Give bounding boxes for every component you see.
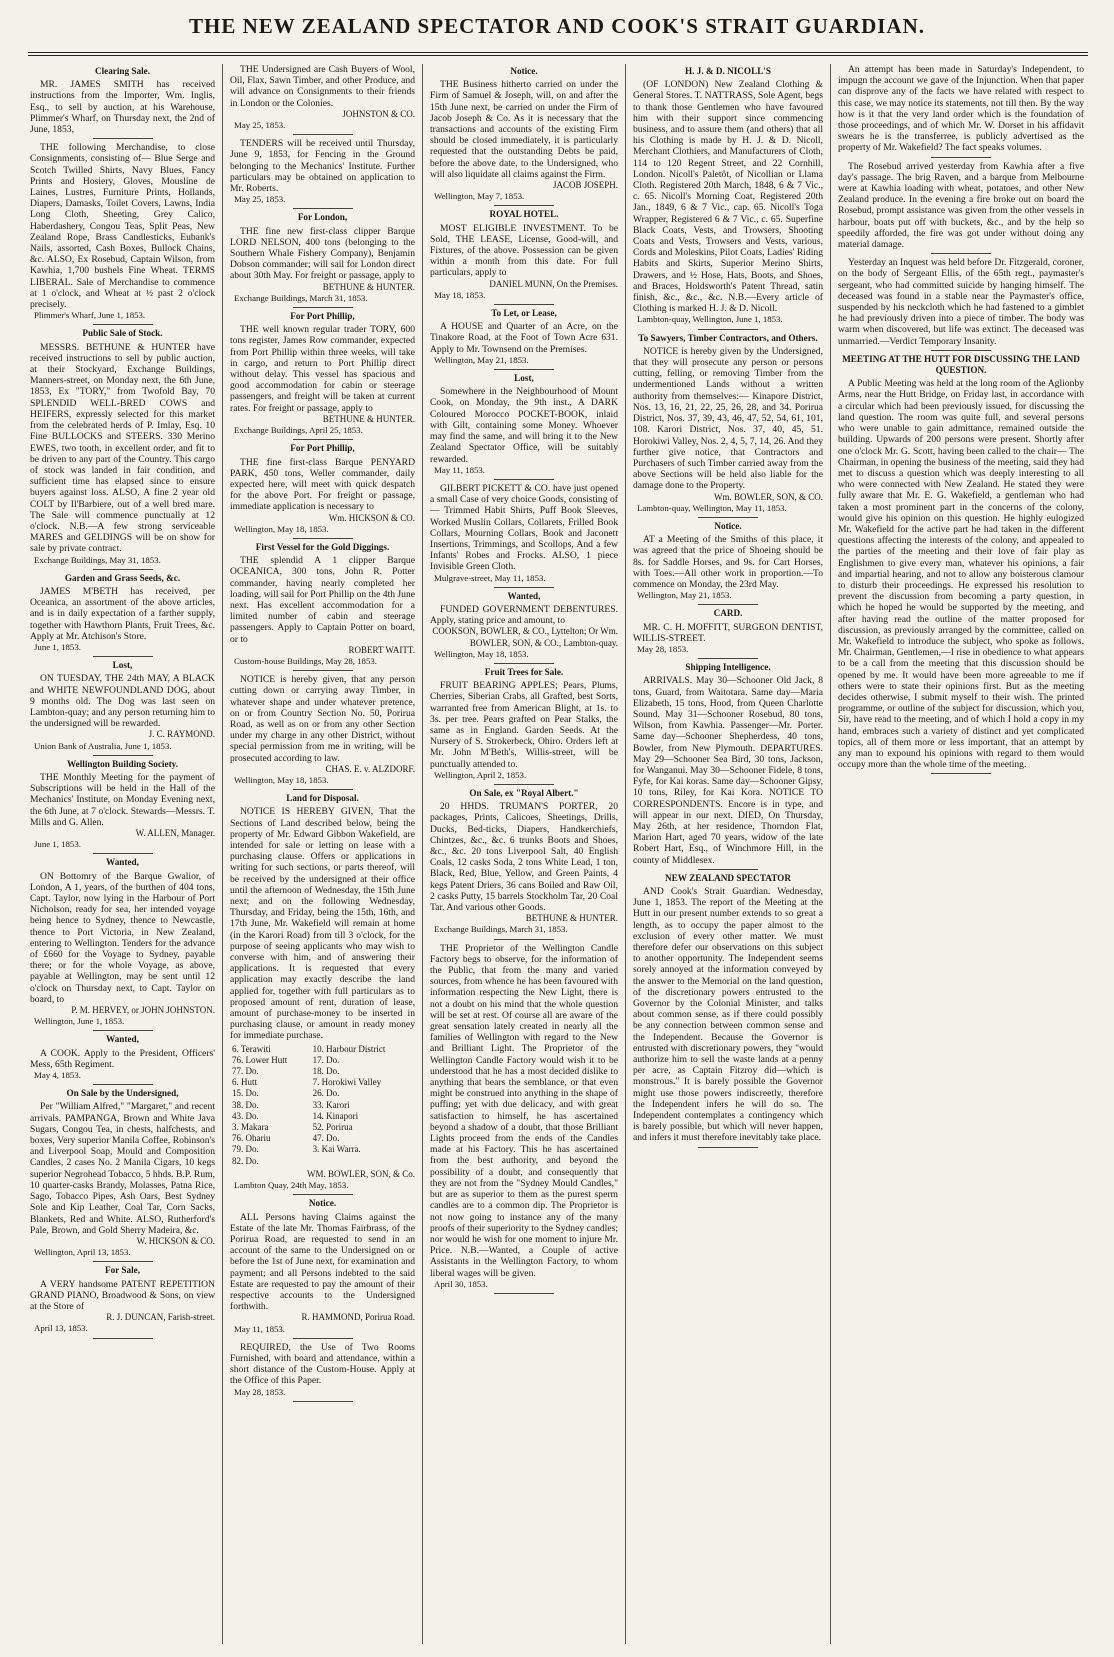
- ad-heading: First Vessel for the Gold Diggings.: [255, 541, 390, 552]
- ad-body: MR. C. H. MOFFITT, SURGEON DENTIST, WILLIS-STREET.: [633, 621, 823, 644]
- ad-body: TENDERS will be received until Thursday, June 9, 1853, for Fencing in the Ground belonging to the Mechanics' Institute. Further particulars may be obtained on application to Mr. Roberts.: [230, 138, 415, 195]
- ad-date: May 25, 1853.: [234, 120, 286, 131]
- ad-body: ON Bottomry of the Barque Gwalior, of London, A 1, years, of the burthen of 404 tons, Capt. Taylor, now lying in the Harbour of Port Nicholson, ready for sea, her intended voyage being hence to Sydney, thence to Newcastle, thence to Port Victoria, in New Zealand, entering to Wellington. Tenders for the advance of £660 for the Voyage to Sydney, payable there; or for the whole Voyage, as above, payable at Wellington, may be sent until 12 o'clock on Thursday next, to Capt. Taylor on board, to: [30, 870, 215, 1005]
- ad-signature: CHAS. E. v. ALZDORF.: [325, 763, 415, 774]
- ad-separator: [494, 784, 554, 785]
- ad-body: MR. JAMES SMITH has received instructions from the Importer, Wm. Inglis, Esq., to sell by auction, at his Warehouse, Plimmer's Wharf, on Thursday next, the 2nd of June, 1853,: [30, 79, 215, 136]
- ad-body: REQUIRED, the Use of Two Rooms Furnished, with board and attendance, within a short distance of the Custom-House. Apply at the Office of this Paper.: [230, 1341, 415, 1387]
- column-divider: [830, 64, 831, 1644]
- table-cell: 6. Hutt: [232, 1077, 258, 1088]
- advertisement: [430, 943, 618, 1290]
- ad-separator: [931, 773, 991, 774]
- ad-signature: Wm. HICKSON & CO.: [328, 512, 415, 523]
- ad-separator: [698, 604, 758, 605]
- table-cell: 38. Do.: [232, 1099, 259, 1110]
- ad-body: AT a Meeting of the Smiths of this place, it was agreed that the price of Shoeing should be 8s. for Saddle Horses, and 9s. for Cart Horses, with Toes.—All other work in proportion.—To commence on Monday, the 23rd May.: [633, 534, 823, 590]
- ad-separator: [494, 663, 554, 664]
- ad-date: Mulgrave-street, May 11, 1853.: [434, 572, 546, 583]
- ad-separator: [698, 329, 758, 330]
- ad-date: May 11, 1853.: [234, 1323, 285, 1334]
- advertisement: [430, 591, 618, 660]
- ad-separator: [698, 517, 758, 518]
- masthead-rule-2: [28, 55, 1088, 56]
- ad-separator: [93, 656, 153, 657]
- table-cell: 76. Lower Hutt: [232, 1054, 288, 1065]
- ad-signature: JOHNSTON & CO.: [342, 108, 415, 119]
- ad-body: ON TUESDAY, THE 24th MAY, A BLACK and WHITE NEWFOUNDLAND DOG, about 9 months old. The Dog was last seen on Lambton-quay; and any person returning him to the undersigned will be rewarded.: [30, 673, 215, 730]
- ad-separator: [93, 1084, 153, 1085]
- column-divider: [222, 64, 223, 1644]
- ad-separator: [293, 538, 353, 539]
- ad-separator: [93, 138, 153, 139]
- ad-body: THE fine new first-class clipper Barque LORD NELSON, 400 tons (belonging to the Southern Whale Fishery Company), Benjamin Dobson commander; will sail for London direct about 30th May. For freight or passage, apply to: [230, 225, 415, 282]
- table-cell: 82. Do.: [232, 1155, 259, 1166]
- ad-date: Wellington, May 18, 1853.: [434, 648, 529, 659]
- ad-heading: Notice.: [308, 1198, 337, 1209]
- advertisement: [230, 542, 415, 667]
- ad-heading: Lost,: [112, 660, 133, 671]
- ad-heading: Wanted,: [106, 857, 139, 868]
- ad-separator: [93, 755, 153, 756]
- advertisement: [230, 311, 415, 436]
- ad-separator: [494, 304, 554, 305]
- ad-heading: To Sawyers, Timber Contractors, and Others.: [638, 332, 818, 343]
- ad-signature: DANIEL MUNN, On the Premises.: [489, 278, 618, 289]
- ad-signature: WM. BOWLER, SON, & Co.: [307, 1168, 415, 1179]
- ad-heading: For Port Phillip,: [290, 311, 355, 322]
- ad-heading: Notice.: [510, 66, 538, 76]
- ad-separator: [293, 1338, 353, 1339]
- ad-signature: BETHUNE & HUNTER.: [322, 281, 415, 292]
- table-cell: 3. Kai Warra.: [312, 1144, 361, 1155]
- ad-body: FUNDED GOVERNMENT DEBENTURES. Apply, stating price and amount, to: [430, 603, 618, 627]
- column-3: [430, 64, 618, 1644]
- ad-heading: Land for Disposal.: [286, 793, 359, 804]
- advertisement: [30, 573, 215, 653]
- ad-separator: [494, 939, 554, 940]
- advertisement: [430, 788, 618, 936]
- advertisement: [30, 759, 215, 851]
- advertisement: [430, 373, 618, 476]
- ad-heading: ROYAL HOTEL.: [489, 209, 559, 220]
- ad-date: Wellington, April 2, 1853.: [434, 769, 527, 780]
- advertisement: [838, 354, 1084, 771]
- advertisement: [30, 857, 215, 1027]
- ad-separator: [293, 789, 353, 790]
- ad-separator: [93, 853, 153, 854]
- advertisement: [30, 328, 215, 565]
- advertisement: [30, 1034, 215, 1081]
- ad-separator: [494, 205, 554, 206]
- advertisement: [230, 443, 415, 535]
- ad-separator: [698, 1147, 758, 1148]
- ad-date: May 18, 1853.: [434, 289, 486, 300]
- advertisement: [430, 209, 618, 301]
- ad-signature: R. HAMMOND, Porirua Road.: [301, 1312, 415, 1323]
- ad-separator: [93, 1030, 153, 1031]
- ad-date: April 13, 1853.: [34, 1323, 88, 1334]
- ad-signature: P. M. HERVEY, or JOHN JOHNSTON.: [71, 1005, 215, 1016]
- ad-signature: COOKSON, BOWLER, & CO., Lyttelton; Or Wm. BOWLER, SON, & CO., Lambton-quay.: [432, 626, 618, 648]
- advertisement: [230, 64, 415, 131]
- ad-date: Wellington, May 18, 1853.: [234, 774, 329, 785]
- ad-body: A VERY handsome PATENT REPETITION GRAND PIANO, Broadwood & Sons, on view at the Store of: [30, 1278, 215, 1312]
- ad-heading: Fruit Trees for Sale.: [484, 666, 564, 677]
- masthead: THE NEW ZEALAND SPECTATOR AND COOK'S STRAIT GUARDIAN.: [188, 14, 926, 38]
- ad-heading: For Port Phillip,: [290, 443, 355, 454]
- ad-date: May 28, 1853.: [234, 1386, 286, 1397]
- ad-date: May 4, 1853.: [34, 1070, 81, 1081]
- ad-body: ARRIVALS. May 30—Schooner Old Jack, 8 tons, Guard, from Waitotara. Same day—Maria Elizabeth, 15 tons, Hood, from Queen Charlotte Sound. May 31—Schooner Rosebud, 80 tons, Wilson, from Kawhia. Passenger—Mr. Porter. Same day—Schooner Shepherdess, 40 tons, Bowler, from New Plymouth. DEPARTURES. May 29—Schooner Sea Bird, 30 tons, Jackson, for Wanganui. May 30—Schooner Fidele, 8 tons, Fyfe, for Kai koras. Same day—Schooner Gipsy, 10 tons, Riley, for Kai Kora. NOTICE TO CORRESPONDENTS. Encore is in type, and will appear in our next. DIED, On Thursday, May 26th, at her residence, Thorndon Flat, Marion Hart, aged 70 years, widow of the late Robert Hart, Esq., of Winchmore Hill, in the county of Middlesex.: [633, 675, 823, 866]
- advertisement: [633, 66, 823, 326]
- ad-body: The Rosebud arrived yesterday from Kawhia after a five day's passage. The brig Raven, and a barque from Melbourne were at Kawhia loading with wheat, potatoes, and other New Zealand produce. In the evening a fire broke out on board the Rosebud, prompt assistance was given from the other vessels in harbour, boats put off with buckets, &c., and by the help so speedily afforded, the fire was got under without doing any material damage.: [838, 160, 1084, 251]
- ad-date: May 11, 1853.: [434, 464, 485, 475]
- ad-date: Lambton-quay, Wellington, June 1, 1853.: [637, 314, 783, 325]
- ad-separator: [93, 569, 153, 570]
- ad-date: Lambton-quay, Wellington, May 11, 1853.: [637, 502, 787, 513]
- ad-date: Wellington, May 21, 1853.: [637, 590, 732, 601]
- ad-separator: [293, 670, 353, 671]
- ad-signature: W. ALLEN, Manager.: [135, 828, 215, 838]
- ad-heading: For Sale,: [104, 1265, 141, 1276]
- table-cell: 52. Porirua: [312, 1122, 353, 1133]
- ad-heading: CARD.: [713, 608, 743, 619]
- ad-date: Exchange Buildings, May 31, 1853.: [34, 554, 161, 565]
- ad-separator: [931, 157, 991, 158]
- table-cell: [311, 1156, 415, 1167]
- ad-heading: Notice.: [714, 520, 742, 531]
- ad-body: THE Monthly Meeting for the payment of Subscriptions will be held in the Hall of the Mechanics' Institute, on Monday Evening next, the 6th June, at 7 o'clock. Stewards—Messrs. T. Mills and G. Allen.: [30, 771, 215, 828]
- ad-separator: [293, 1401, 353, 1402]
- ad-separator: [293, 1194, 353, 1195]
- advertisement: [838, 257, 1084, 347]
- table-cell: 47. Do.: [312, 1133, 340, 1144]
- sections-table: [230, 1044, 415, 1167]
- table-cell: 3. Makara: [232, 1122, 269, 1133]
- advertisement: [838, 161, 1084, 251]
- table-cell: 33. Karori: [312, 1099, 350, 1110]
- ad-body: THE Business hitherto carried on under the Firm of Samuel & Joseph, will, on and after the 15th June next, be carried on under the Firm of Jacob Joseph & Co. As it is necessary that the transactions and accounts of the existing Firm should be closed immediately, it is particularly requested that the outstanding Debts be paid, before the above date, to the Undersigned, who will also liquidate all claims against the Firm.: [430, 79, 618, 180]
- advertisement: [633, 333, 823, 514]
- ad-signature: J. C. RAYMOND.: [148, 729, 215, 740]
- ad-date: Custom-house Buildings, May 28, 1853.: [234, 655, 377, 666]
- table-cell: 79. Do.: [232, 1144, 259, 1155]
- ad-date: May 25, 1853.: [234, 194, 286, 205]
- ad-signature: R. J. DUNCAN, Farish-street.: [106, 1312, 215, 1323]
- ad-date: Lambton Quay, 24th May, 1853.: [234, 1180, 349, 1191]
- advertisement: [230, 138, 415, 205]
- ad-date: Wellington, May 7, 1853.: [434, 191, 525, 202]
- advertisement: [230, 793, 415, 1191]
- table-cell: 77. Do.: [232, 1066, 259, 1077]
- ad-body: THE Proprietor of the Wellington Candle Factory begs to observe, for the information of the Public, that from the many and varied sources, from whence he has been favoured with information respecting the New Light, there is not a doubt on his mind that the whole question will be set at rest. Of course all are aware of the great sensation lately created in nearly all the families of Wellington with regard to the New and Brilliant Light. The Proprietor of the Wellington Candle Factory would wish it to be understood that he has a most decided dislike to anything that bears the semblance, or that even might be construed into anything in the shape of puffing; yet with due delicacy, and with great satisfaction to himself, he has ascertained beyond a shadow of a doubt, that those Brilliant Lights proceed from the ends of the Candles made at his Factory. This he has ascertained from the best authority, and beyond the possibility of a doubt, and consequently that they are not from the "Sydney Mould Candles," but are as superior to them as the purest sperm candles are to a common dip. The Proprietor is not now going to instance any of the many proofs of their superiority to the Sydney candles; nor would he wish for one moment to injure Mr. Price. N.B.—Wanted, a Couple of active Assistants in the Wellington Factory, to whom liberal wages will be given.: [430, 942, 618, 1279]
- ad-separator: [293, 208, 353, 209]
- ad-date: Exchange Buildings, April 25, 1853.: [234, 425, 363, 436]
- ad-body: ALL Persons having Claims against the Estate of the late Mr. Thomas Fairbrass, of the Porirua Road, are requested to send in an account of the same to the Undersigned on or before the 1st of June next, for examination and payment; and all Persons indebted to the said Estate are requested to pay the amount of their respective accounts to the Undersigned forthwith.: [230, 1211, 415, 1313]
- ad-separator: [293, 439, 353, 440]
- ad-body: NOTICE IS HEREBY GIVEN, That the Sections of Land described below, being the property of Mr. Edward Gibbon Wakefield, are intended for sale or letting on lease with a purchasing clause. Offers or applications in writing for such sections, or parts thereof, will be received by the undersigned at their office until the afternoon of Wednesday, the 15th June next; and on the following Wednesday, Thursday, and Friday, being the 15th, 16th, and 17th June, Mr. Wakefield will remain at home (in the Karori Road) from till 3 o'clock, for the purpose of seeing applicants who may wish to converse with him, and of answering their applications. It is requested that every application may exactly describe the land applied for, together with full particulars as to proposed amount of rent, duration of lease, amount of purchase-money to be inserted in purchasing clause, or amount in ready money for immediate purchase.: [230, 806, 415, 1042]
- advertisement: [30, 142, 215, 321]
- ad-date: Wellington, May 21, 1853.: [434, 354, 529, 365]
- ad-body: MESSRS. BETHUNE & HUNTER have received instructions to sell by public auction, at their Stockyard, Exchange Buildings, Manners-street, on Monday next, the 6th June, 1853, Ex "TORY," from Twofold Bay, 70 SPLENDID WELL-BRED COWS and HEIFERS, expressly selected for this market from the celebrated herds of P. Imlay, Esq. 10 Fine BULLOCKS and STEERS. 330 Merino EWES, two tooth, in excellent order, and fit to be driven to any part of the Country. This cargo of stock was landed in fair condition, and sufficient time has elapsed since to ensure buyers against loss. ALSO, A fine 2 year old COLT by Il'Barbiere, out of a well bred mare. The Sale will commence punctually at 12 o'clock. N.B.—A few strong serviceable MARES and GELDINGS will be on show for sale by private contract.: [30, 341, 215, 555]
- ad-body: A HOUSE and Quarter of an Acre, on the Tinakore Road, at the Foot of Town Acre 631. Apply to Mr. Townsend on the Premises.: [430, 321, 618, 355]
- ad-heading: MEETING AT THE HUTT FOR DISCUSSING THE LAND QUESTION.: [842, 353, 1080, 376]
- ad-heading: Wanted,: [106, 1034, 139, 1045]
- ad-body: GILBERT PICKETT & CO. have just opened a small Case of very choice Goods, consisting of— Trimmed Habit Shirts, Puff Book Sleeves, Worked Muslin Collars, Collarets, Frilled Book Collars, Mourning Collars, Book and Jaconett Insertions, Trimmings, and Scollops, And a few Infants' Robes and Frocks. ALSO, 1 piece Invisible Green Cloth.: [430, 482, 618, 573]
- ad-date: Union Bank of Australia, June 1, 1853.: [34, 740, 172, 751]
- ad-signature: JACOB JOSEPH.: [552, 180, 618, 191]
- ad-body: Yesterday an Inquest was held before Dr. Fitzgerald, coroner, on the body of Sergeant Ellis, of the 65th regt., paymaster's sergeant, who had committed suicide by hanging himself. The deceased was found in a stable near the Paymaster's office, suspended by his neckcloth which he had fastened to a gimblet he had previously driven into a piece of timber. The body was warm when discovered, but life was extinct. The deceased was unmarried.—Verdict Temporary Insanity.: [838, 257, 1084, 347]
- advertisement: [30, 1265, 215, 1334]
- ad-signature: Wm. BOWLER, SON, & CO.: [714, 491, 823, 502]
- advertisement: [430, 667, 618, 781]
- table-cell: 10. Harbour District: [312, 1043, 386, 1054]
- ad-body: JAMES M'BETH has received, per Oceanica, an assortment of the above articles, and is in daily expectation of a farther supply, together with Hawthorn Plants, Fruit Trees, &c. Apply at Mr. Atchison's Store.: [30, 585, 215, 642]
- ad-date: Wellington, May 18, 1853.: [234, 523, 329, 534]
- ad-separator: [293, 134, 353, 135]
- ad-body: MOST ELIGIBLE INVESTMENT. To be Sold, THE LEASE, License, Good-will, and Fixtures, of the above. Possession can be given within a month from this date. For full particulars, apply to: [430, 222, 618, 279]
- advertisement: [838, 64, 1084, 154]
- ad-date: May 28, 1853.: [637, 643, 689, 654]
- advertisement: [633, 873, 823, 1144]
- ad-heading: On Sale by the Undersigned,: [66, 1088, 179, 1099]
- ad-body: A Public Meeting was held at the long room of the Aglionby Arms, near the Hutt Bridge, on Friday last, in accordance with a circular which had been previously issued, for discussing the land question. The room was quite full, and several persons who were unable to gain admittance, remained outside the building. Upwards of 200 persons were present. Shortly after one o'clock Mr. G. Scott, having been called to the chair— The Chairman, in opening the business of the meeting, said they had met to discuss a question which was deeply interesting to all who were connected with New Zealand. He stated they were fully aware that Mr. E. G. Wakefield, a gentleman who had taken a most prominent part in the concerns of the colony, would give his opinion on this question. He highly eulogized Mr. Wakefield for the active part he had taken in the different questions affecting the interests of the colony, and appealed to the parties of the meeting and their love of fair play as Englishmen to give every man, whatever his opinions, a fair and impartial hearing, and not to allow any boisterous clamour to disturb their proceedings. He expressed his resolution to prevent the discussion from becoming a party question, in which he hoped he would be supported by the meeting, and after having read the outline of the matter proposed for discussion, as previously arranged by the committee, called on Mr. Wakefield to introduce the subject, who spoke as follows. Mr. Chairman, Gentlemen,—I rise in obedience to what appears to be a call from the meeting that this discussion should be opened by me. It would have been more agreeable to me if others were to state their opinions first. But as the meeting decides otherwise, I submit myself to their wish. The printed programme, or outline of the subject for discussion, which you, Sir, have read to the meeting, and of which I hold a copy in my hand, embraces such a variety of distinct and yet complicated topics, all of them more or less important, that an attempt by any man to expound his opinions with regard to them would occupy more than the whole time of the meeting.: [838, 378, 1084, 771]
- ad-signature: W. HICKSON & CO.: [136, 1235, 215, 1246]
- masthead-rule: [28, 52, 1088, 53]
- ad-signature: ROBERT WAITT.: [348, 644, 415, 655]
- advertisement: [633, 521, 823, 601]
- table-cell: 7. Horokiwi Valley: [312, 1077, 382, 1088]
- ad-body: NOTICE is hereby given, that any person cutting down or carrying away Timber, in whatever shape and under whatever pretence, on or from Country Section No. 50, Porirua Road, as well as on or from any other Section under my charge in any other District, without special permission from me in writing, will be prosecuted according to law.: [230, 674, 415, 764]
- ad-heading: Shipping Intelligence.: [685, 662, 771, 673]
- ad-heading: H. J. & D. NICOLL'S: [684, 66, 772, 76]
- table-cell: 6. Terawiti: [232, 1043, 271, 1054]
- ad-body: FRUIT BEARING APPLES; Pears, Plums, Cherries, Siberian Crabs, all Grafted, best Sorts, warranted free from American Blight, at 1s. to 3s. per tree. Pears grafted on Pear Stalks, the same as in England. Garden Seeds. At the Nursery of S. Strokerbeck, Ohiro. Orders left at Mr. John M'Beth's, Willis-street, will be punctually attended to.: [430, 680, 618, 770]
- ad-body: A COOK. Apply to the President, Officers' Mess, 65th Regiment.: [30, 1047, 215, 1070]
- advertisement: [30, 66, 215, 135]
- ad-heading: Wellington Building Society.: [66, 758, 179, 769]
- column-1: [30, 64, 215, 1644]
- ad-date: Wellington, April 13, 1853.: [34, 1247, 131, 1258]
- ad-signature: BETHUNE & HUNTER.: [322, 413, 415, 424]
- column-4: [633, 64, 823, 1644]
- advertisement: [430, 483, 618, 584]
- ad-date: Exchange Buildings, March 31, 1853.: [434, 924, 568, 935]
- column-5: [838, 64, 1084, 1644]
- table-cell: 43. Do.: [232, 1110, 259, 1121]
- column-divider: [422, 64, 423, 1644]
- ad-body: 20 HHDS. TRUMAN'S PORTER, 20 packages, Prints, Calicoes, Sheetings, Drills, Ducks, Bed-ticks, Diapers, Handkerchiefs, Chintzes, &c., &c. 6 trunks Boots and Shoes, &c., &c. 20 tons Liverpool Salt, 40 English Coals, 12 casks Soda, 2 tons White Lead, 1 ton, Black, Red, Blue, Yellow, and Green Paints, 4 kegs Patent Driers, 36 cans Boiled and Raw Oil, 2 casks Putty, 15 barrels Stockholm Tar, 20 Coal Tar. And various other Goods.: [430, 801, 618, 914]
- ad-body: An attempt has been made in Saturday's Independent, to impugn the account we gave of the Injunction. When that paper can disprove any of the facts we have related with respect to this case, we may notice its statements, not till then. By the way how is it that the very land order which is the foundation of those proceedings, and of which Mr. W. Dorset in his affidavit swears he is the transferree, is publicly advertised as the property of Mr. Wakefield? The fact speaks volumes.: [838, 64, 1084, 154]
- ad-signature: BETHUNE & HUNTER.: [525, 913, 618, 924]
- ad-separator: [494, 369, 554, 370]
- ad-body: NOTICE is hereby given by the Undersigned, that they will prosecute any person or persons cutting, felling, or removing Timber from the undermentioned Lands without a written authority from themselves:— Kinapore District, Nos. 13, 16, 21, 22, 25, 26, 28, and 34. Porirua District, Nos. 37, 39, 43, 46, 47, 52, 54, 61, 101, 108. Karori District, Nos. 37, 40, 45, 51. Horokiwi Valley, Nos. 2, 4, 5, 7, 14, 26. And they further give notice, that Contractors and Purchasers of such Timber carried away from the above Sections will be held also liable for the damage done to the Property.: [633, 345, 823, 492]
- ad-heading: Public Sale of Stock.: [82, 328, 163, 339]
- ad-heading: Lost,: [514, 373, 534, 384]
- ad-heading: NEW ZEALAND SPECTATOR: [665, 872, 791, 883]
- ad-separator: [293, 307, 353, 308]
- column-divider: [625, 64, 626, 1644]
- ad-separator: [93, 1261, 153, 1262]
- ad-separator: [494, 587, 554, 588]
- table-cell: 76. Ohariu: [232, 1133, 271, 1144]
- advertisement: [230, 1198, 415, 1334]
- ad-date: Wellington, June 1, 1853.: [34, 1016, 125, 1027]
- ad-body: (OF LONDON) New Zealand Clothing & General Stores. T. NATTRASS, Sole Agent, begs to thank those Gentlemen who have favoured him with their support since commencing business, and to assure them (and others) that all his Clothing is made by H. J. & D. Nicoll, Merchant Clothiers, and Manufacturers of Cloth, 114 to 120 Regent Street, and 22 Cornhill, London. Nicoll's Paletôt, of Nicollian or Llama Cloth. Registered 20th March, 1848, 6 & 7 Vic., c. 65. Nicoll's Morning Coat, Registered 20th Jan., 1849, 6 & 7 Vic., cap. 65. Nicoll's Toga Wrapper, Registered 6 & 7 Vic., c. 65. Superfine Black Coats, Vests, and Trowsers, Shooting Coats and Vests, Trowsers and Vests, various, Cords and Moleskins, Pilot Coats, Ladies' Riding Habits and Skirts, Superior Merino Shirts, Drawers, and ½ Hose, Hats, Boots, and Shoes, and Braces, Holdsworth's Patent Thread, satin finish, &c., &c., &c. N.B.—Every article of Clothing is marked H. J. & D. Nicoll.: [633, 79, 823, 315]
- ad-separator: [931, 350, 991, 351]
- ad-body: THE Undersigned are Cash Buyers of Wool, Oil, Flax, Sawn Timber, and other Produce, and will advance on Consignments to their friends in London or the Colonies.: [230, 64, 415, 109]
- advertisement: [230, 1342, 415, 1398]
- column-2: [230, 64, 415, 1644]
- ad-heading: To Let, or Lease,: [491, 308, 557, 319]
- ad-heading: Garden and Grass Seeds, &c.: [64, 572, 181, 583]
- advertisement: [230, 674, 415, 786]
- table-cell: 18. Do.: [312, 1066, 340, 1077]
- ad-separator: [494, 1293, 554, 1294]
- ad-body: THE fine first-class Barque PENYARD PARK, 450 tons, Weller commander, daily expected here, will meet with quick despatch for the above Port. For freight or passage, immediate application is necessary to: [230, 456, 415, 513]
- ad-body: Somewhere in the Neighbourhood of Mount Cook, on Monday, the 9th inst., A DARK Coloured Morocco POCKET-BOOK, inlaid with Gilt, containing some Money. Whoever may find the same, and will bring it to the New Zealand Spectator Office, will be suitably rewarded.: [430, 386, 618, 465]
- ad-date: June 1, 1853.: [34, 839, 81, 850]
- ad-separator: [698, 869, 758, 870]
- ad-body: Per "William Alfred," "Margaret," and recent arrivals. PAMPANGA, Brown and White Java Sugars, Congou Tea, in chests, halfchests, and boxes, Very superior Manila Coffee, Robinson's and Liverpool Soap, Mould and Composition Candles, 2 cases No. 2 Manila Cigars, 10 kegs superior Negrohead Tobacco, 5 hhds. B.P. Rum, 10 quarter-casks Brandy, Molasses, Patna Rice, Sago, Tobacco Pipes, Ash Oars, Best Sydney Sole and Kip Leather, Coal Tar, Corn Sacks, Blankets, Red and White. ALSO, Rutherford's Pale, Brown, and Gold Sherry Madeira, &c.: [30, 1101, 215, 1236]
- advertisement: [230, 212, 415, 304]
- ad-body: AND Cook's Strait Guardian. Wednesday, June 1, 1853. The report of the Meeting at the Hutt in our present number extends to so great a length, as to occupy the paper almost to the exclusion of every other matter. We must therefore defer our observations on this subject to another opportunity. The Independent seems sorely annoyed at the information conveyed by the answer to the Memorial on the land question, of the discretionary powers entrusted to the Governor by the Colonial Minister, and talks about common sense, as if there could possibly be any connection between common sense and the Independent. Because the Governor is entrusted with discretionary powers, they "would authorize him to sell the waste lands at a penny per acre, as Captain Fitzroy did—which is monstrous." It is barely possible the Governor might use those powers indiscreetly, therefore the Independent infers he will do so. The Independent contemplates a contingency which is barely possible, but which will never happen, and infers it must therefore inevitably take place.: [633, 886, 823, 1144]
- table-cell: 14. Kinapori: [312, 1110, 359, 1121]
- ad-body: THE well known regular trader TORY, 600 tons register, James Row commander, expected from Port Phillip within three weeks, will take in cargo, and return to Port Phillip direct without delay. This vessel has spacious and good accommodation for cabin or steerage passengers, and freight will be taken at current rates. For freight or passage, apply to: [230, 324, 415, 414]
- ad-separator: [93, 1338, 153, 1339]
- table-cell: 15. Do.: [232, 1088, 259, 1099]
- ad-heading: On Sale, ex "Royal Albert.": [469, 787, 579, 798]
- ad-date: June 1, 1853.: [34, 641, 81, 652]
- ad-date: April 30, 1853.: [434, 1278, 488, 1289]
- ad-date: Exchange Buildings, March 31, 1853.: [234, 292, 368, 303]
- ad-separator: [93, 324, 153, 325]
- ad-date: Plimmer's Wharf, June 1, 1853.: [34, 310, 146, 321]
- ad-body: THE splendid A 1 clipper Barque OCEANICA, 300 tons, John R. Potter commander, having nearly completed her loading, will sail for Port Phillip on the 4th June next. Has excellent accommodation for a limited number of cabin and steerage passengers. Apply to Captain Potter on board, or to: [230, 555, 415, 645]
- ad-separator: [494, 479, 554, 480]
- advertisement: [430, 66, 618, 202]
- ad-heading: Wanted,: [507, 590, 541, 601]
- advertisement: [633, 662, 823, 866]
- ad-separator: [931, 253, 991, 254]
- ad-heading: For London,: [297, 212, 348, 223]
- advertisement: [30, 660, 215, 752]
- advertisement: [30, 1088, 215, 1258]
- ad-separator: [698, 658, 758, 659]
- ad-body: THE following Merchandise, to close Consignments, consisting of— Blue Serge and Scotch Twilled Shirts, Navy Blues, Fancy Prints and Hosiery, Gloves, Mousline de Laines, Lustres, Furniture Prints, Hollands, Diapers, Damasks, Toilet Covers, Lawns, India Long Cloth, Sheeting, Grey Calico, Haberdashery, Congou Teas, Split Peas, New Zealand Rope, Brass Candlesticks, Eubank's Nails, assorted, Cash Boxes, Bullock Chains, &c. ALSO, Ex Rosebud, Captain Wilson, from Kawhia, 1,700 bushels Fine Wheat. TERMS LIBERAL. Sale of Merchandise to commence at 1 o'clock, and Wheat at ½ past 2 o'clock precisely.: [30, 142, 215, 311]
- ad-heading: Clearing Sale.: [94, 66, 151, 76]
- table-cell: 26. Do.: [312, 1088, 340, 1099]
- advertisement: [633, 608, 823, 655]
- advertisement: [430, 308, 618, 366]
- table-cell: 17. Do.: [312, 1054, 340, 1065]
